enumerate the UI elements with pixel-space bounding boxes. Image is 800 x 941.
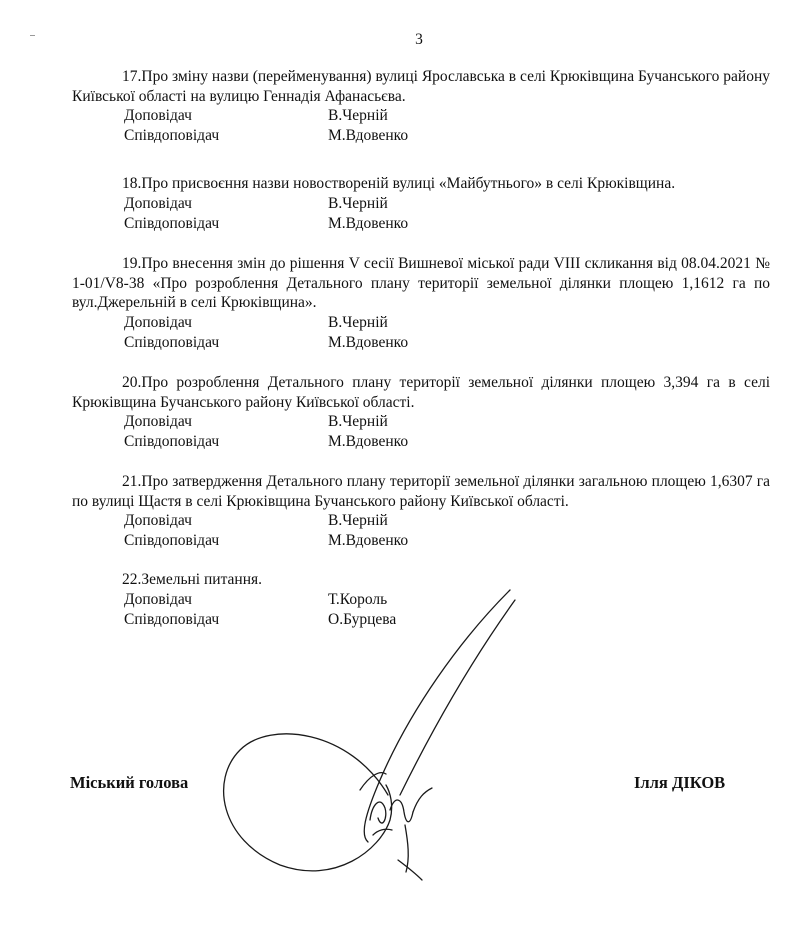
reporter-row xyxy=(72,313,770,333)
agenda-item-text: 17.Про зміну назви (перейменування) вулиці Ярославська в селі Крюківщина Бучанського району Київської області на вулицю Геннадія Афанасьєва. xyxy=(72,68,770,105)
reporter-name: В.Черній xyxy=(328,313,388,331)
agenda-item-17 xyxy=(72,67,770,146)
reporter-label: Доповідач xyxy=(124,313,192,331)
co-reporter-row xyxy=(72,531,770,551)
reporter-row xyxy=(72,590,770,610)
co-reporter-row xyxy=(72,126,770,146)
reporter-label: Доповідач xyxy=(124,512,192,529)
agenda-item-22 xyxy=(72,570,770,630)
agenda-item-text: 20.Про розроблення Детального плану території земельної ділянки площею 3,394 га в селі Крюківщина Бучанського району Київської області. xyxy=(72,374,770,411)
co-reporter-row xyxy=(72,610,770,630)
agenda-item-21 xyxy=(72,472,770,551)
reporter-row xyxy=(72,106,770,126)
reporter-name: В.Черній xyxy=(328,413,388,430)
co-reporter-row xyxy=(72,333,770,353)
reporter-label: Доповідач xyxy=(124,590,192,608)
agenda-item-19 xyxy=(72,254,770,353)
agenda-item-text: 19.Про внесення змін до рішення V сесії Вишневої міської ради VIII скликання від 08.04.2021 № 1-01/V8-38 «Про розроблення Детального плану території земельної ділянки площею 1,1612 га по вул.Джерельній в селі Крюківщина». xyxy=(72,255,770,311)
agenda-item-text: 22.Земельні питання. xyxy=(122,571,263,588)
co-reporter-label: Співдоповідач xyxy=(124,532,220,549)
reporter-name: Т.Король xyxy=(328,590,388,608)
reporter-label: Доповідач xyxy=(124,107,192,124)
co-reporter-name: М.Вдовенко xyxy=(328,127,409,144)
co-reporter-row xyxy=(72,214,770,234)
signatory-title: Міський голова xyxy=(70,773,189,792)
reporter-name: В.Черній xyxy=(328,512,388,529)
co-reporter-row xyxy=(72,432,770,452)
reporter-label: Доповідач xyxy=(124,413,192,430)
co-reporter-name: М.Вдовенко xyxy=(328,214,409,232)
co-reporter-name: М.Вдовенко xyxy=(328,333,409,351)
reporter-name: В.Черній xyxy=(328,194,388,212)
signatory-name: Ілля ДІКОВ xyxy=(634,773,726,792)
co-reporter-name: О.Бурцева xyxy=(328,610,397,628)
reporter-row xyxy=(72,412,770,432)
co-reporter-name: М.Вдовенко xyxy=(328,433,409,450)
reporter-name: В.Черній xyxy=(328,107,388,124)
reporter-row xyxy=(72,194,770,214)
co-reporter-label: Співдоповідач xyxy=(124,214,220,232)
co-reporter-label: Співдоповідач xyxy=(124,610,220,628)
agenda-item-18 xyxy=(72,174,770,234)
reporter-row xyxy=(72,511,770,531)
co-reporter-label: Співдоповідач xyxy=(124,433,220,450)
agenda-item-text: 18.Про присвоєння назви новоствореній вулиці «Майбутнього» в селі Крюківщина. xyxy=(122,175,676,192)
agenda-item-20 xyxy=(72,373,770,452)
page-number: 3 xyxy=(415,31,423,48)
agenda-item-text: 21.Про затвердження Детального плану території земельної ділянки загальною площею 1,6307 га по вулиці Щастя в селі Крюківщина Бучанського району Київської області. xyxy=(72,473,770,510)
co-reporter-name: М.Вдовенко xyxy=(328,532,409,549)
co-reporter-label: Співдоповідач xyxy=(124,127,220,144)
co-reporter-label: Співдоповідач xyxy=(124,333,220,351)
reporter-label: Доповідач xyxy=(124,194,192,212)
